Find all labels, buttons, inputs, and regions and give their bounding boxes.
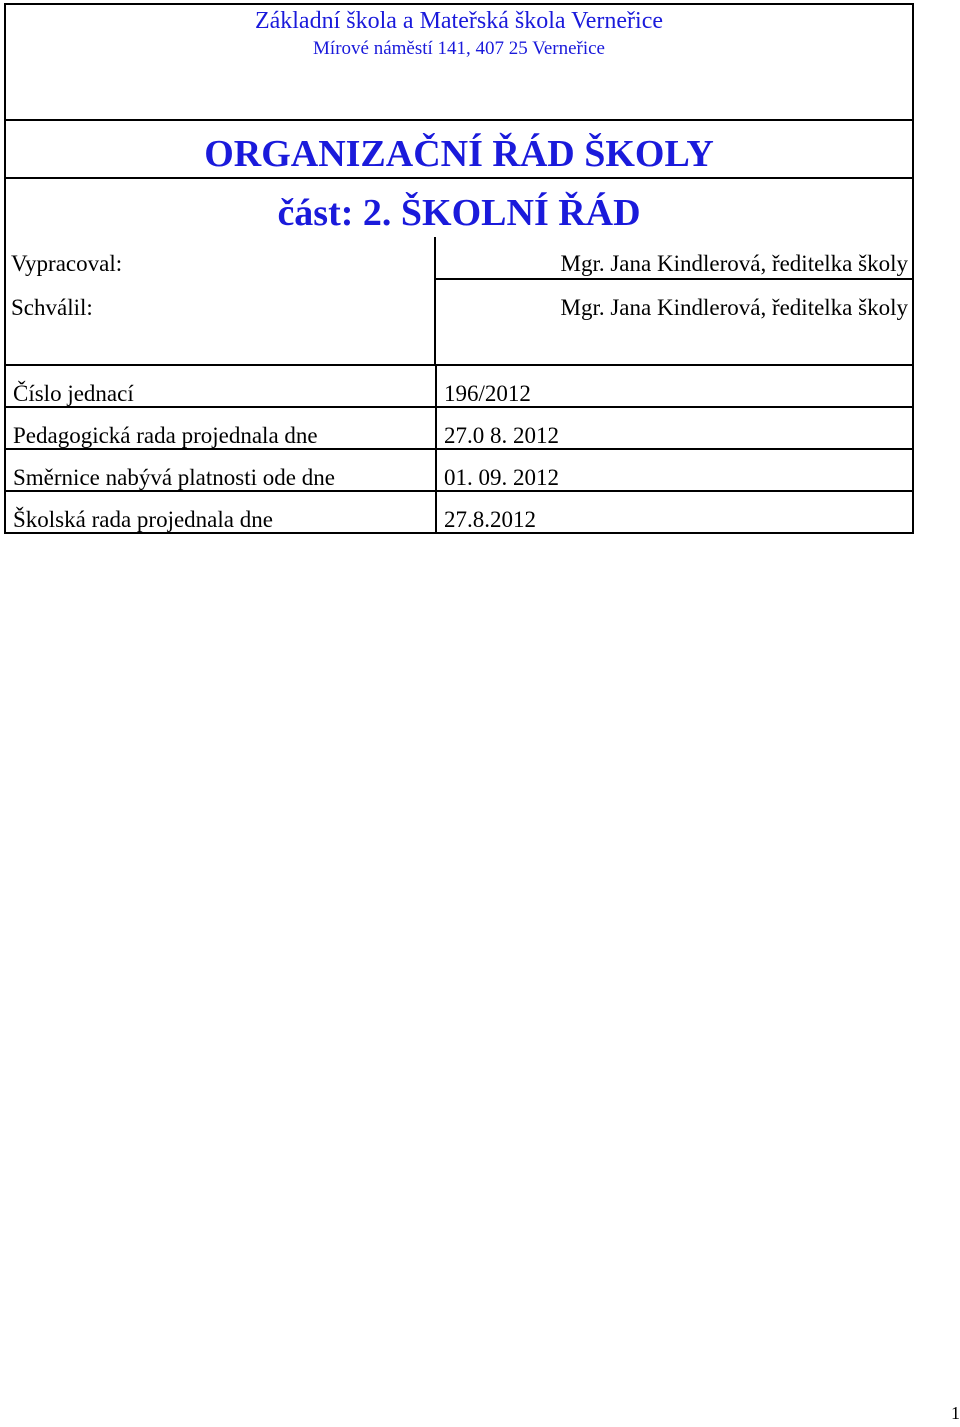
pedagogical-council-label: Pedagogická rada projednala dne [5,407,436,449]
table-row [5,407,913,449]
divider-under-address [4,119,914,121]
prepared-value: Mgr. Jana Kindlerová, ředitelka školy [560,251,908,276]
reference-number-label: Číslo jednací [5,366,436,407]
table-row [5,491,913,533]
school-council-value: 27.8.2012 [436,491,913,533]
pedagogical-council-value: 27.0 8. 2012 [436,407,913,449]
effective-date-label: Směrnice nabývá platnosti ode dne [5,449,436,491]
table-row [5,366,913,407]
divider-under-title [4,177,914,179]
approved-label: Schválil: [11,295,93,320]
document-subtitle: část: 2. ŠKOLNÍ ŘÁD [277,192,641,234]
effective-date-value: 01. 09. 2012 [436,449,913,491]
table-row [5,449,913,491]
divider-between-approvals [436,278,914,280]
info-table [4,366,914,534]
divider-approval-column [434,237,436,366]
school-name: Základní škola a Mateřská škola Verneřice [254,8,664,34]
reference-number-value: 196/2012 [436,366,913,407]
school-address: Mírové náměstí 141, 407 25 Verneřice [313,38,605,59]
page-number: 1 [951,1403,960,1423]
prepared-label: Vypracoval: [11,251,123,276]
document-title: ORGANIZAČNÍ ŘÁD ŠKOLY [204,133,714,175]
approved-value: Mgr. Jana Kindlerová, ředitelka školy [560,295,908,320]
school-council-label: Školská rada projednala dne [5,491,436,533]
